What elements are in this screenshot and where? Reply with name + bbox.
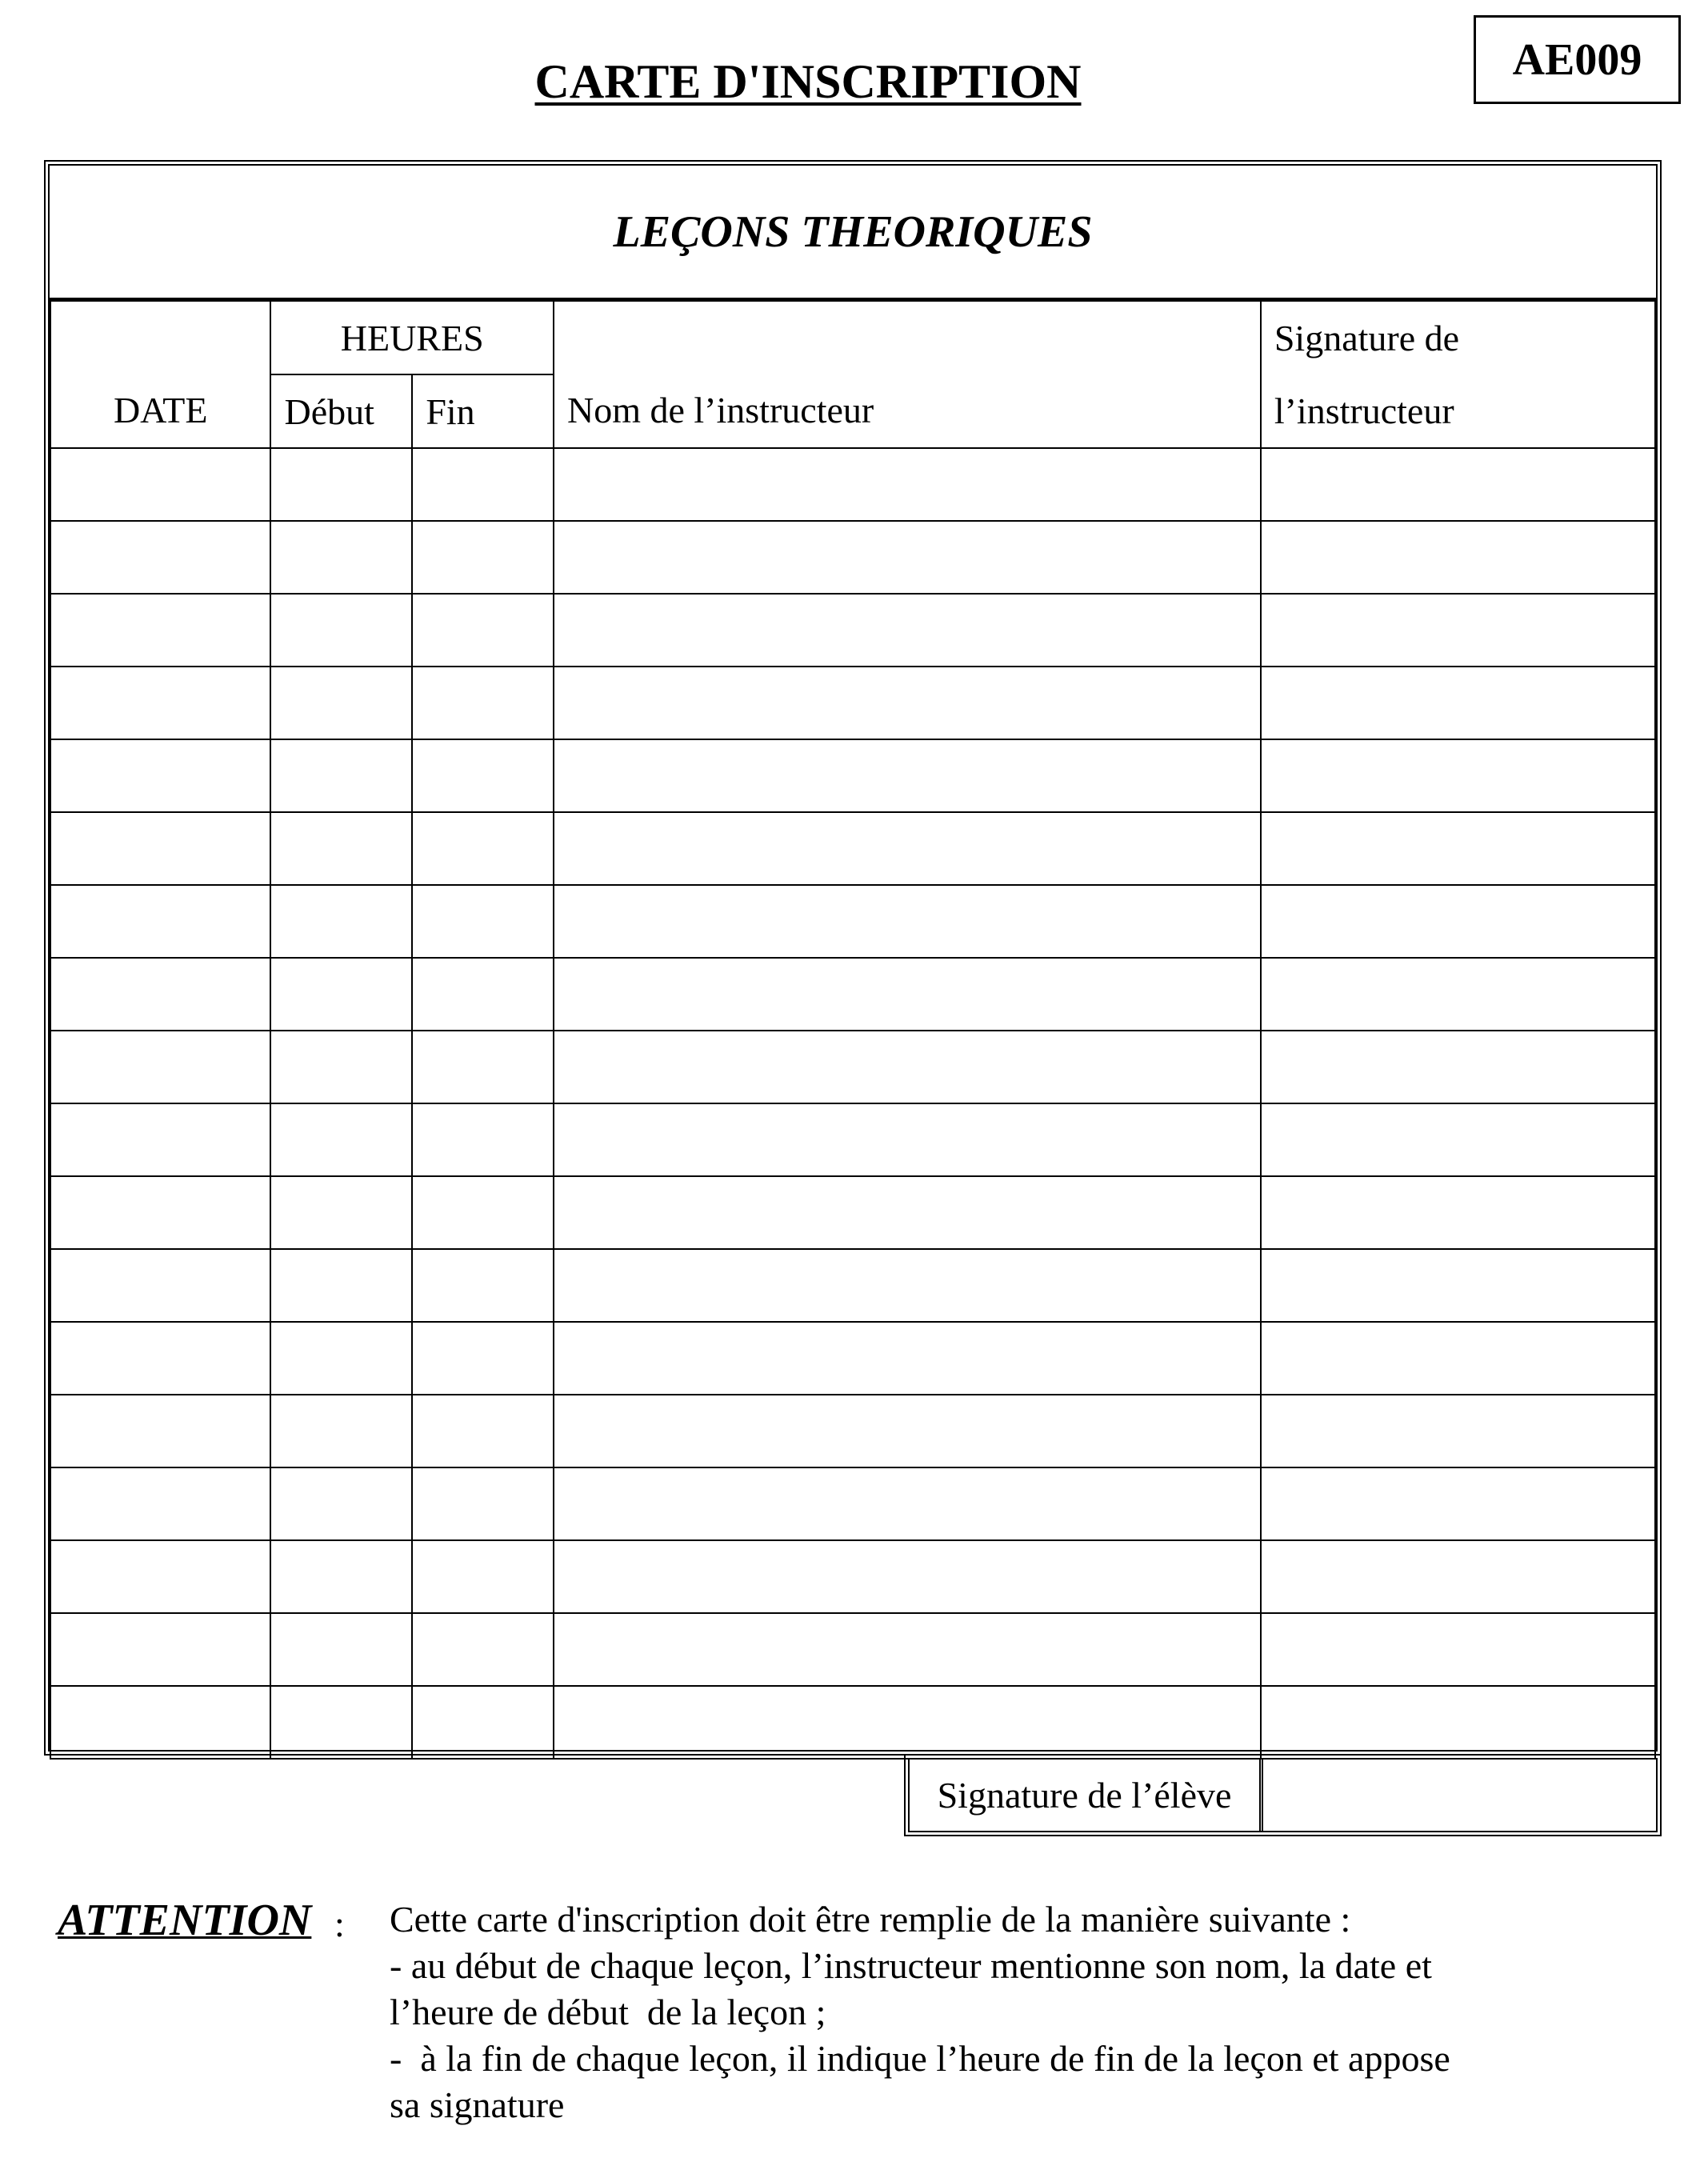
cell-fin[interactable] — [412, 1540, 554, 1613]
table-row — [50, 667, 1655, 739]
table-row — [50, 1395, 1655, 1467]
cell-signature[interactable] — [1261, 812, 1655, 885]
cell-nom[interactable] — [554, 594, 1261, 667]
header-heures — [270, 301, 554, 374]
cell-nom[interactable] — [554, 812, 1261, 885]
cell-nom[interactable] — [554, 667, 1261, 739]
cell-nom[interactable] — [554, 1322, 1261, 1395]
cell-debut[interactable] — [270, 667, 412, 739]
table-row — [50, 1540, 1655, 1613]
cell-date[interactable] — [50, 594, 270, 667]
cell-signature[interactable] — [1261, 739, 1655, 812]
attention-line: l’heure de début de la leçon ; — [390, 1992, 826, 2032]
cell-date[interactable] — [50, 1395, 270, 1467]
cell-fin[interactable] — [412, 448, 554, 521]
table-row — [50, 1686, 1655, 1759]
attention-line: sa signature — [390, 2084, 565, 2125]
cell-signature[interactable] — [1261, 1322, 1655, 1395]
attention-label: ATTENTION — [58, 1896, 312, 1945]
cell-nom[interactable] — [554, 1540, 1261, 1613]
table-row — [50, 1031, 1655, 1103]
header-nom — [554, 301, 1261, 448]
cell-nom[interactable] — [554, 1249, 1261, 1322]
cell-debut[interactable] — [270, 1176, 412, 1249]
cell-date[interactable] — [50, 1249, 270, 1322]
table-row — [50, 1176, 1655, 1249]
cell-date[interactable] — [50, 1686, 270, 1759]
cell-debut[interactable] — [270, 885, 412, 958]
cell-signature[interactable] — [1261, 521, 1655, 594]
cell-debut[interactable] — [270, 958, 412, 1031]
cell-debut[interactable] — [270, 1395, 412, 1467]
table-row — [50, 885, 1655, 958]
page-title: CARTE D'INSCRIPTION — [534, 55, 1082, 108]
cell-fin[interactable] — [412, 1176, 554, 1249]
cell-date[interactable] — [50, 1322, 270, 1395]
cell-date[interactable] — [50, 1540, 270, 1613]
header-signature-line2: l’instructeur — [1274, 390, 1454, 431]
cell-fin[interactable] — [412, 1031, 554, 1103]
cell-date[interactable] — [50, 885, 270, 958]
cell-fin[interactable] — [412, 521, 554, 594]
header-date-label: DATE — [113, 390, 208, 430]
table-row — [50, 521, 1655, 594]
cell-signature[interactable] — [1261, 885, 1655, 958]
cell-date[interactable] — [50, 448, 270, 521]
header-debut — [270, 374, 412, 448]
cell-debut[interactable] — [270, 594, 412, 667]
cell-fin[interactable] — [412, 885, 554, 958]
cell-nom[interactable] — [554, 1613, 1261, 1686]
cell-fin[interactable] — [412, 667, 554, 739]
cell-debut[interactable] — [270, 448, 412, 521]
cell-signature[interactable] — [1261, 594, 1655, 667]
cell-nom[interactable] — [554, 1176, 1261, 1249]
cell-signature[interactable] — [1261, 1176, 1655, 1249]
cell-debut[interactable] — [270, 1031, 412, 1103]
lessons-table — [50, 300, 1656, 1760]
cell-nom[interactable] — [554, 739, 1261, 812]
header-fin — [412, 374, 554, 448]
cell-signature[interactable] — [1261, 1467, 1655, 1540]
cell-nom[interactable] — [554, 1031, 1261, 1103]
table-row — [50, 958, 1655, 1031]
cell-signature[interactable] — [1261, 1031, 1655, 1103]
cell-fin[interactable] — [412, 1613, 554, 1686]
attention-line: - au début de chaque leçon, l’instructeur mentionne son nom, la date et — [390, 1945, 1432, 1986]
cell-fin[interactable] — [412, 1395, 554, 1467]
cell-fin[interactable] — [412, 1686, 554, 1759]
cell-date[interactable] — [50, 1613, 270, 1686]
cell-debut[interactable] — [270, 1249, 412, 1322]
cell-nom[interactable] — [554, 958, 1261, 1031]
table-row — [50, 1249, 1655, 1322]
student-signature-box — [904, 1754, 1662, 1836]
attention-colon: : — [334, 1904, 345, 1944]
attention-notes — [390, 1896, 1590, 2128]
section-title: LEÇONS THEORIQUES — [50, 166, 1656, 300]
cell-fin[interactable] — [412, 1249, 554, 1322]
table-row — [50, 1103, 1655, 1176]
cell-nom[interactable] — [554, 1686, 1261, 1759]
table-row — [50, 594, 1655, 667]
header-signature-line1: Signature de — [1274, 318, 1460, 358]
cell-debut[interactable] — [270, 1540, 412, 1613]
cell-debut[interactable] — [270, 1686, 412, 1759]
form-code: AE009 — [1512, 34, 1642, 85]
cell-fin[interactable] — [412, 594, 554, 667]
cell-signature[interactable] — [1261, 1249, 1655, 1322]
table-row — [50, 1322, 1655, 1395]
table-row — [50, 739, 1655, 812]
cell-nom[interactable] — [554, 1103, 1261, 1176]
cell-nom[interactable] — [554, 448, 1261, 521]
cell-signature[interactable] — [1261, 1540, 1655, 1613]
cell-date[interactable] — [50, 1031, 270, 1103]
cell-signature[interactable] — [1261, 448, 1655, 521]
header-date — [50, 301, 270, 448]
cell-debut[interactable] — [270, 1103, 412, 1176]
cell-signature[interactable] — [1261, 958, 1655, 1031]
cell-signature[interactable] — [1261, 1613, 1655, 1686]
table-row — [50, 1467, 1655, 1540]
cell-date[interactable] — [50, 667, 270, 739]
cell-fin[interactable] — [412, 739, 554, 812]
cell-fin[interactable] — [412, 1103, 554, 1176]
cell-date[interactable] — [50, 521, 270, 594]
cell-debut[interactable] — [270, 739, 412, 812]
table-row — [50, 1613, 1655, 1686]
cell-nom[interactable] — [554, 885, 1261, 958]
cell-debut[interactable] — [270, 521, 412, 594]
header-debut-label: Début — [284, 390, 374, 432]
cell-nom[interactable] — [554, 1467, 1261, 1540]
header-heures-label: HEURES — [340, 317, 484, 358]
cell-signature[interactable] — [1261, 667, 1655, 739]
cell-nom[interactable] — [554, 1395, 1261, 1467]
header-nom-label: Nom de l’instructeur — [566, 390, 874, 430]
cell-date[interactable] — [50, 1103, 270, 1176]
cell-debut[interactable] — [270, 812, 412, 885]
cell-fin[interactable] — [412, 1467, 554, 1540]
cell-signature[interactable] — [1261, 1395, 1655, 1467]
cell-date[interactable] — [50, 958, 270, 1031]
lessons-card — [44, 160, 1662, 1756]
cell-fin[interactable] — [412, 958, 554, 1031]
student-signature-label: Signature de l’élève — [910, 1760, 1263, 1831]
cell-nom[interactable] — [554, 521, 1261, 594]
cell-fin[interactable] — [412, 1322, 554, 1395]
cell-signature[interactable] — [1261, 1686, 1655, 1759]
cell-date[interactable] — [50, 1467, 270, 1540]
student-signature-field[interactable] — [1263, 1760, 1656, 1831]
cell-date[interactable] — [50, 739, 270, 812]
attention-line: Cette carte d'inscription doit être remplie de la manière suivante : — [390, 1899, 1351, 1940]
header-signature — [1261, 301, 1655, 448]
table-row — [50, 448, 1655, 521]
cell-debut[interactable] — [270, 1467, 412, 1540]
cell-debut[interactable] — [270, 1322, 412, 1395]
table-row — [50, 812, 1655, 885]
cell-fin[interactable] — [412, 812, 554, 885]
cell-debut[interactable] — [270, 1613, 412, 1686]
cell-signature[interactable] — [1261, 1103, 1655, 1176]
cell-date[interactable] — [50, 812, 270, 885]
attention-line: - à la fin de chaque leçon, il indique l’heure de fin de la leçon et appose — [390, 2038, 1450, 2079]
header-fin-label: Fin — [426, 390, 475, 432]
cell-date[interactable] — [50, 1176, 270, 1249]
